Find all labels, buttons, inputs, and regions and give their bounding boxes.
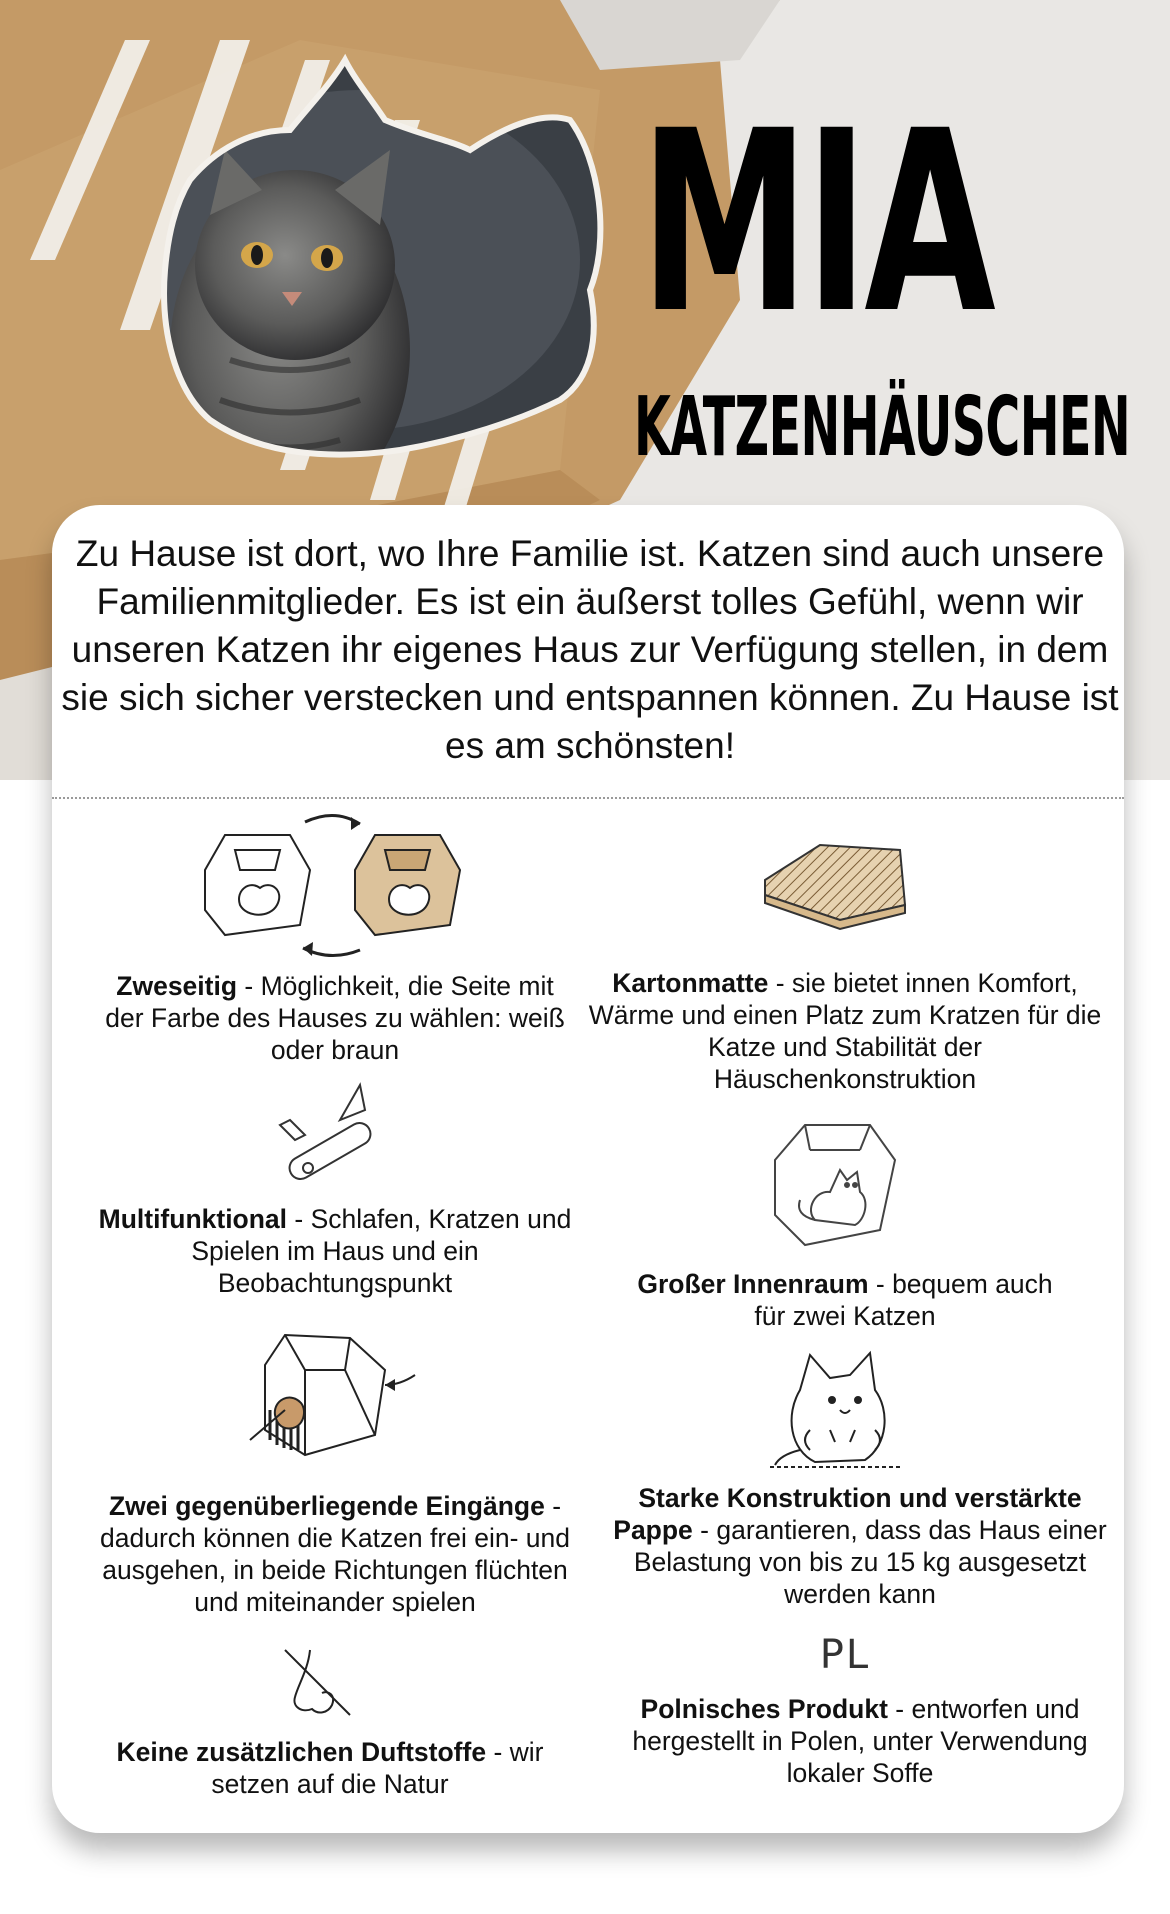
feature-title: Polnisches Produkt: [640, 1694, 888, 1724]
reversible-house-icon: [195, 810, 475, 960]
pl-icon: PL: [819, 1632, 871, 1678]
feature-text: - Schlafen, Kratzen und Spielen im Haus und ein Beobachtungspunkt: [191, 1204, 572, 1298]
feature-text: - Möglichkeit, die Seite mit der Farbe des Hauses zu wählen: weiß oder braun: [105, 971, 565, 1065]
feature-multifunktional: [90, 1203, 580, 1299]
feature-title: Starke Konstruktion und verstärkte Pappe: [613, 1483, 1082, 1545]
divider: [52, 797, 1124, 799]
no-scent-icon: [280, 1645, 355, 1720]
feature-text: - sie bietet innen Komfort, Wärme und einen Platz zum Kratzen für die Katze und Stabilität der Häuschenkonstruktion: [588, 968, 1102, 1094]
strong-cat-icon: [770, 1350, 900, 1470]
feature-text: - wir setzen auf die Natur: [211, 1737, 544, 1799]
feature-eingaenge: [80, 1490, 590, 1618]
feature-title: Multifunktional: [98, 1204, 288, 1234]
feature-text: - entworfen und hergestellt in Polen, unter Verwendung lokaler Soffe: [632, 1694, 1088, 1788]
multitool-icon: [270, 1080, 380, 1190]
feature-polnisch: [615, 1693, 1105, 1789]
two-entrances-icon: [245, 1330, 420, 1460]
product-subtitle: KATZENHÄUSCHEN: [634, 380, 1131, 475]
feature-konstruktion: [610, 1482, 1110, 1610]
feature-innenraum: [630, 1268, 1060, 1332]
feature-text: - bequem auch für zwei Katzen: [754, 1269, 1053, 1331]
product-title: MIA: [640, 77, 992, 368]
feature-kartonmatte: [585, 967, 1105, 1095]
feature-title: Kartonmatte: [612, 968, 769, 998]
cardboard-mat-icon: [760, 835, 910, 945]
feature-text: - dadurch können die Katzen frei ein- und ausgehen, in beide Richtungen flüchten und miteinander spielen: [100, 1491, 570, 1617]
feature-duftstoffe: [95, 1736, 565, 1800]
intro-text: Zu Hause ist dort, wo Ihre Familie ist. Katzen sind auch unsere Familienmitglieder. Es ist ein äußerst tolles Gefühl, wenn wir unseren Katzen ihr eigenes Haus zur Verfügung stellen, in dem sie sich sicher verstecken und entspannen können. Zu Hause ist es am schönsten!: [61, 533, 1119, 766]
feature-title: Großer Innenraum: [637, 1269, 869, 1299]
house-with-cat-icon: [765, 1120, 905, 1250]
feature-title: Keine zusätzlichen Duftstoffe: [116, 1737, 487, 1767]
feature-zweseitig: [100, 970, 570, 1066]
feature-title: Zweseitig: [116, 971, 238, 1001]
feature-title: Zwei gegenüberliegende Eingänge: [108, 1491, 545, 1521]
feature-text: - garantieren, dass das Haus einer Belastung von bis zu 15 kg ausgesetzt werden kann: [633, 1515, 1107, 1609]
